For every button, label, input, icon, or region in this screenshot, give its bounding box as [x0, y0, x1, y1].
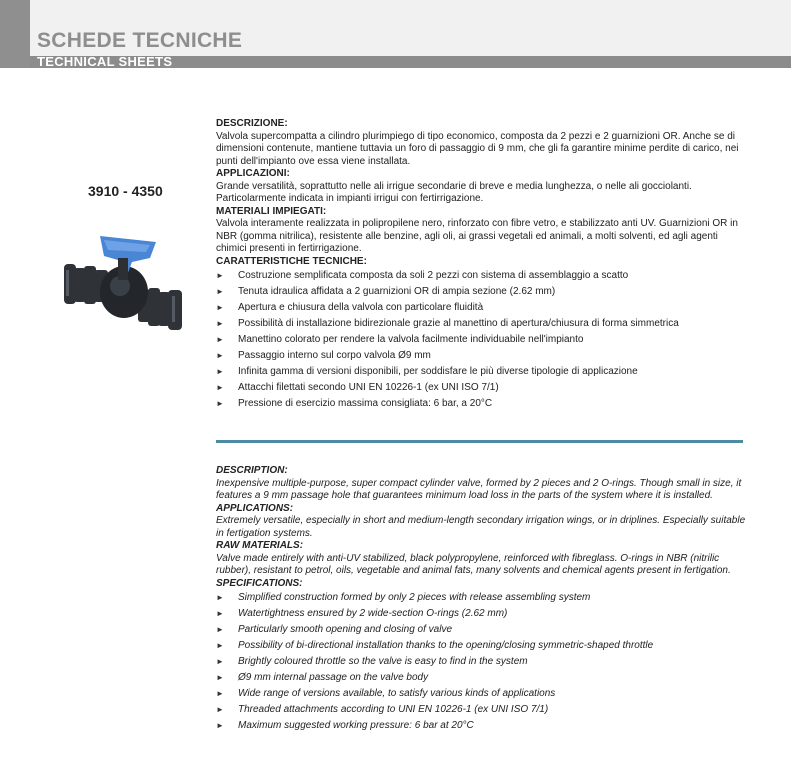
bullet-arrow-icon: ► — [216, 335, 224, 344]
caratteristiche-list — [216, 268, 746, 412]
bullet-arrow-icon: ► — [216, 625, 224, 634]
list-item: ► Ø9 mm internal passage on the valve body — [216, 670, 746, 686]
list-item: ► Possibility of bi-directional installation thanks to the opening/closing symmetric-shaped throttle — [216, 638, 746, 654]
list-item: ► Passaggio interno sul corpo valvola Ø9 mm — [216, 348, 746, 364]
applications-text: Extremely versatile, especially in short and medium-length secondary irrigation wings, or in driplines. Especially suitable in fertigation systems. — [216, 515, 746, 539]
descrizione-heading: DESCRIZIONE: — [216, 118, 288, 129]
list-item: ► Manettino colorato per rendere la valvola facilmente individuabile nell'impianto — [216, 332, 746, 348]
list-item: ► Infinita gamma di versioni disponibili, per soddisfare le più diverse tipologie di applicazione — [216, 364, 746, 380]
bullet-arrow-icon: ► — [216, 657, 224, 666]
list-item: ► Tenuta idraulica affidata a 2 guarnizioni OR di ampia sezione (2.62 mm) — [216, 284, 746, 300]
raw-materials-text: Valve made entirely with anti-UV stabilized, black polypropylene, reinforced with fibreglass. O-rings in NBR (nitrilic rubber), resistant to petrol, oils, vegetable and animal fats, many solvents and chemical agents present in fertigation. — [216, 552, 731, 576]
applicazioni-text: Grande versatilità, soprattutto nelle ali irrigue secondarie di breve e media lunghezza, o nelle ali gocciolanti. Particolarmente indicata in impianti irrigui con fertirrigazione. — [216, 180, 692, 204]
caratteristiche-heading: CARATTERISTICHE TECNICHE: — [216, 255, 367, 267]
product-code: 3910 - 4350 — [88, 183, 163, 199]
list-item: ► Simplified construction formed by only 2 pieces with release assembling system — [216, 590, 746, 606]
list-item: ► Brightly coloured throttle so the valve is easy to find in the system — [216, 654, 746, 670]
page-subtitle: TECHNICAL SHEETS — [37, 54, 173, 69]
applicazioni-heading: APPLICAZIONI: — [216, 168, 290, 179]
english-section — [216, 465, 746, 734]
list-item: ► Pressione di esercizio massima consigliata: 6 bar, a 20°C — [216, 396, 746, 412]
bullet-arrow-icon: ► — [216, 673, 224, 682]
bullet-arrow-icon: ► — [216, 721, 224, 730]
italian-section — [216, 118, 746, 412]
bullet-arrow-icon: ► — [216, 303, 224, 312]
specifications-heading: SPECIFICATIONS: — [216, 577, 303, 589]
bullet-arrow-icon: ► — [216, 609, 224, 618]
list-item: ► Costruzione semplificata composta da soli 2 pezzi con sistema di assemblaggio a scatto — [216, 268, 746, 284]
materiali-heading: MATERIALI IMPIEGATI: — [216, 205, 327, 217]
description-text: Inexpensive multiple-purpose, super compact cylinder valve, formed by 2 pieces and 2 O-rings. Though small in size, it features a 9 mm passage hole that guarantees minimum load loss in the parts of the system where it is installed. — [216, 477, 742, 501]
bullet-arrow-icon: ► — [216, 593, 224, 602]
list-item: ► Possibilità di installazione bidirezionale grazie al manettino di apertura/chiusura di forma simmetrica — [216, 316, 746, 332]
description-heading: DESCRIPTION: — [216, 465, 288, 476]
section-divider — [216, 440, 743, 443]
applications-heading: APPLICATIONS: — [216, 502, 294, 514]
bullet-arrow-icon: ► — [216, 689, 224, 698]
bullet-arrow-icon: ► — [216, 271, 224, 280]
bullet-arrow-icon: ► — [216, 287, 224, 296]
list-item: ► Attacchi filettati secondo UNI EN 10226-1 (ex UNI ISO 7/1) — [216, 380, 746, 396]
list-item: ► Wide range of versions available, to satisfy various kinds of applications — [216, 686, 746, 702]
list-item: ► Threaded attachments according to UNI EN 10226-1 (ex UNI ISO 7/1) — [216, 702, 746, 718]
bullet-arrow-icon: ► — [216, 351, 224, 360]
bullet-arrow-icon: ► — [216, 383, 224, 392]
page-header — [0, 0, 791, 68]
materiali-text: Valvola interamente realizzata in polipropilene nero, rinforzato con fibre vetro, e stabilizzato anti UV. Guarnizioni OR in NBR (gomma nitrilica), resistente alle benzine, agli oli, ai grassi vegetali ed animali, a molti solventi, ed agli agenti chimici presenti in fertirrigazione. — [216, 218, 738, 254]
bullet-arrow-icon: ► — [216, 399, 224, 408]
valve-image-icon — [60, 228, 190, 340]
header-accent-tab — [0, 0, 30, 68]
raw-materials-heading: RAW MATERIALS: — [216, 540, 304, 551]
bullet-arrow-icon: ► — [216, 367, 224, 376]
bullet-arrow-icon: ► — [216, 705, 224, 714]
list-item: ► Maximum suggested working pressure: 6 bar at 20°C — [216, 718, 746, 734]
specifications-list — [216, 590, 746, 734]
list-item: ► Particularly smooth opening and closing of valve — [216, 622, 746, 638]
list-item: ► Apertura e chiusura della valvola con particolare fluidità — [216, 300, 746, 316]
bullet-arrow-icon: ► — [216, 641, 224, 650]
descrizione-text: Valvola supercompatta a cilindro plurimpiego di tipo economico, composta da 2 pezzi e 2 guarnizioni OR. Anche se di dimensioni contenute, mantiene tuttavia un foro di passaggio di 9 mm, che gli fa garantire minime perdite di carico, nei punti dell'impianto ove essa viene installata. — [216, 130, 739, 167]
page-title: SCHEDE TECNICHE — [37, 29, 243, 52]
list-item: ► Watertightness ensured by 2 wide-section O-rings (2.62 mm) — [216, 606, 746, 622]
bullet-arrow-icon: ► — [216, 319, 224, 328]
